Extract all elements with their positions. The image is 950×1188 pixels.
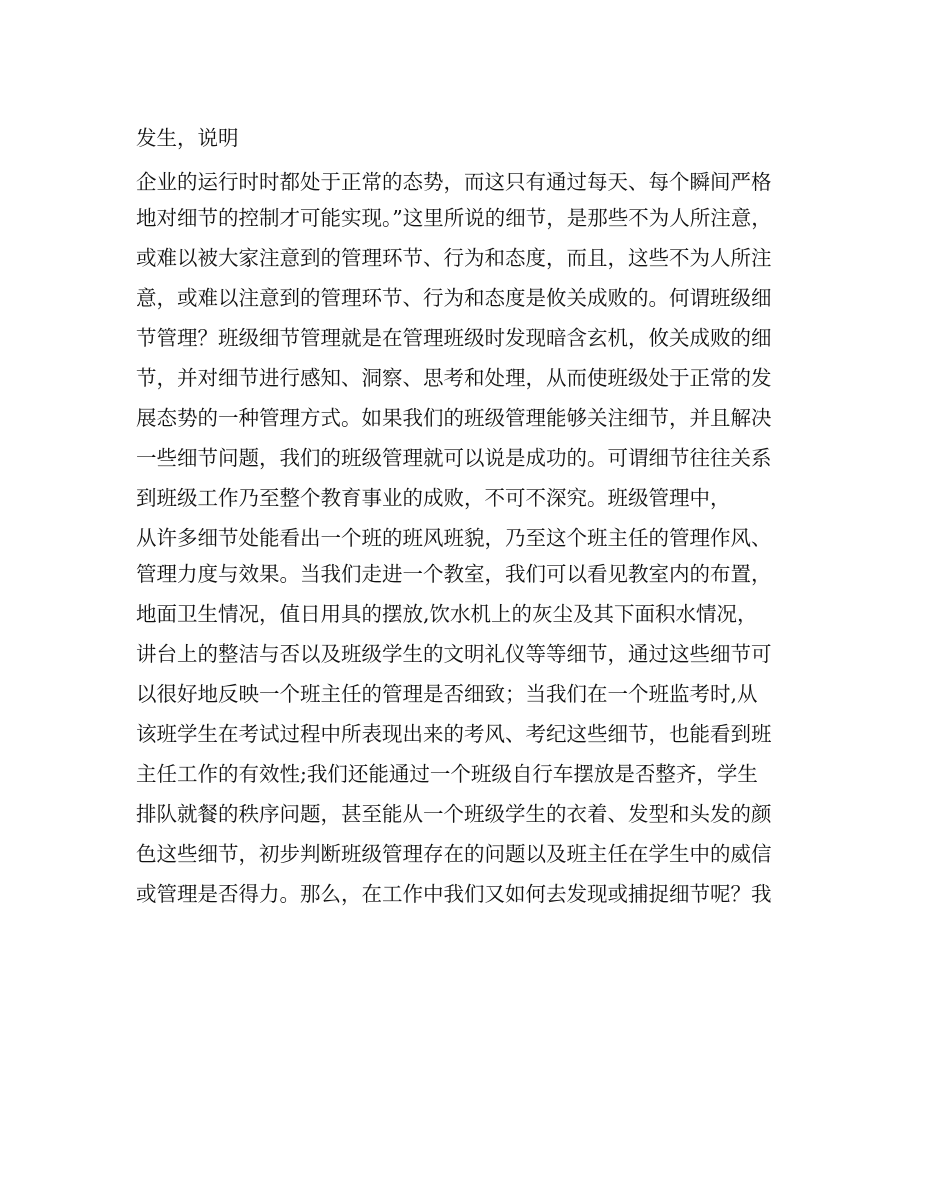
text-line: 意，或难以注意到的管理环节、行为和态度是攸关成败的。何谓班级细	[136, 286, 772, 310]
text-line: 或难以被大家注意到的管理环节、行为和态度，而且，这些不为人所注	[136, 246, 772, 270]
text-line: 色这些细节，初步判断班级管理存在的问题以及班主任在学生中的威信	[136, 842, 772, 866]
text-line: 管理力度与效果。当我们走进一个教室，我们可以看见教室内的布置，	[136, 562, 772, 586]
text-line: 节，并对细节进行感知、洞察、思考和处理，从而使班级处于正常的发	[136, 366, 772, 390]
text-line: 主任工作的有效性;我们还能通过一个班级自行车摆放是否整齐，学生	[136, 762, 758, 786]
text-line: 或管理是否得力。那么，在工作中我们又如何去发现或捕捉细节呢？我	[136, 882, 772, 906]
text-line: 节管理？班级细节管理就是在管理班级时发现暗含玄机，攸关成败的细	[136, 326, 772, 350]
text-line: 发生，说明	[136, 126, 239, 150]
text-line: 排队就餐的秩序问题，甚至能从一个班级学生的衣着、发型和头发的颜	[136, 802, 772, 826]
text-line: 以很好地反映一个班主任的管理是否细致；当我们在一个班监考时,从	[136, 682, 758, 706]
text-line: 讲台上的整洁与否以及班级学生的文明礼仪等等细节，通过这些细节可	[136, 642, 772, 666]
text-line: 展态势的一种管理方式。如果我们的班级管理能够关注细节，并且解决	[136, 406, 772, 430]
text-line: 到班级工作乃至整个教育事业的成败，不可不深究。班级管理中，	[136, 486, 731, 510]
text-line: 该班学生在考试过程中所表现出来的考风、考纪这些细节，也能看到班	[136, 722, 772, 746]
text-line: 从许多细节处能看出一个班的班风班貌，乃至这个班主任的管理作风、	[136, 526, 772, 550]
text-line: 企业的运行时时都处于正常的态势，而这只有通过每天、每个瞬间严格	[136, 170, 772, 194]
text-line: 地面卫生情况，值日用具的摆放,饮水机上的灰尘及其下面积水情况，	[136, 602, 758, 626]
text-line: 一些细节问题，我们的班级管理就可以说是成功的。可谓细节往往关系	[136, 446, 772, 470]
body-text	[136, 120, 836, 916]
text-line: 地对细节的控制才可能实现。”这里所说的细节，是那些不为人所注意，	[136, 206, 772, 230]
